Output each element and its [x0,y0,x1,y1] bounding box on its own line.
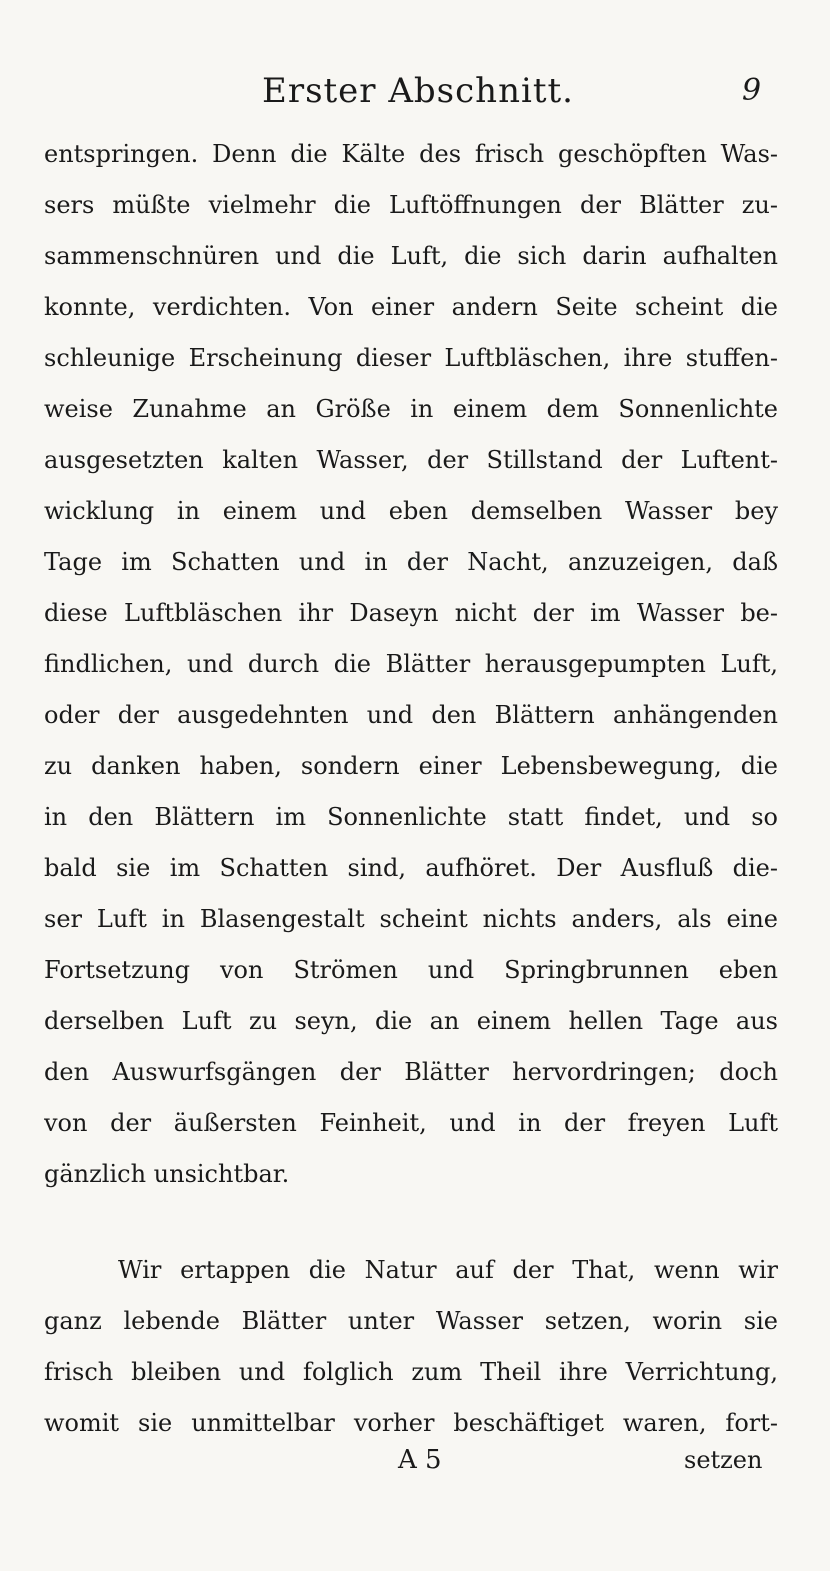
text-line: sers müßte vielmehr die Luftöffnungen der Blätter zu- [44,191,778,219]
text-line: weise Zunahme an Größe in einem dem Sonnenlichte [44,395,778,423]
catchword: setzen [684,1446,763,1474]
page-number: 9 [742,73,762,108]
text-line: bald sie im Schatten sind, aufhöret. Der Ausfluß die- [44,854,778,882]
running-title: Erster Abschnitt. [262,71,574,111]
text-line: diese Luftbläschen ihr Daseyn nicht der im Wasser be- [44,599,778,627]
text-line: von der äußersten Feinheit, und in der freyen Luft [44,1109,778,1137]
text-line: findlichen, und durch die Blätter herausgepumpten Luft, [44,650,778,678]
text-line: ausgesetzten kalten Wasser, der Stillstand der Luftent- [44,446,778,474]
text-line: den Auswurfsgängen der Blätter hervordringen; doch [44,1058,778,1086]
text-line: gänzlich unsichtbar. [44,1160,290,1188]
text-line: ser Luft in Blasengestalt scheint nichts anders, als eine [44,905,778,933]
text-line: oder der ausgedehnten und den Blättern anhängenden [44,701,778,729]
text-line: Fortsetzung von Strömen und Springbrunnen eben [44,956,778,984]
text-line: ganz lebende Blätter unter Wasser setzen, worin sie [44,1307,778,1335]
text-line: Tage im Schatten und in der Nacht, anzuzeigen, daß [44,548,778,576]
text-line: zu danken haben, sondern einer Lebensbewegung, die [44,752,778,780]
text-line: sammenschnüren und die Luft, die sich darin aufhalten [44,242,778,270]
text-line: konnte, verdichten. Von einer andern Seite scheint die [44,293,778,321]
text-line: in den Blättern im Sonnenlichte statt findet, und so [44,803,778,831]
text-line: womit sie unmittelbar vorher beschäftiget waren, fort- [44,1409,778,1437]
text-line: entspringen. Denn die Kälte des frisch geschöpften Was- [44,140,778,168]
running-head [0,68,830,114]
text-line: Wir ertappen die Natur auf der That, wenn wir [118,1256,778,1284]
text-line: derselben Luft zu seyn, die an einem hellen Tage aus [44,1007,778,1035]
text-line: schleunige Erscheinung dieser Luftbläschen, ihre stuffen- [44,344,778,372]
text-line: frisch bleiben und folglich zum Theil ihre Verrichtung, [44,1358,778,1386]
signature-mark: A 5 [398,1445,442,1475]
text-line: wicklung in einem und eben demselben Wasser bey [44,497,778,525]
